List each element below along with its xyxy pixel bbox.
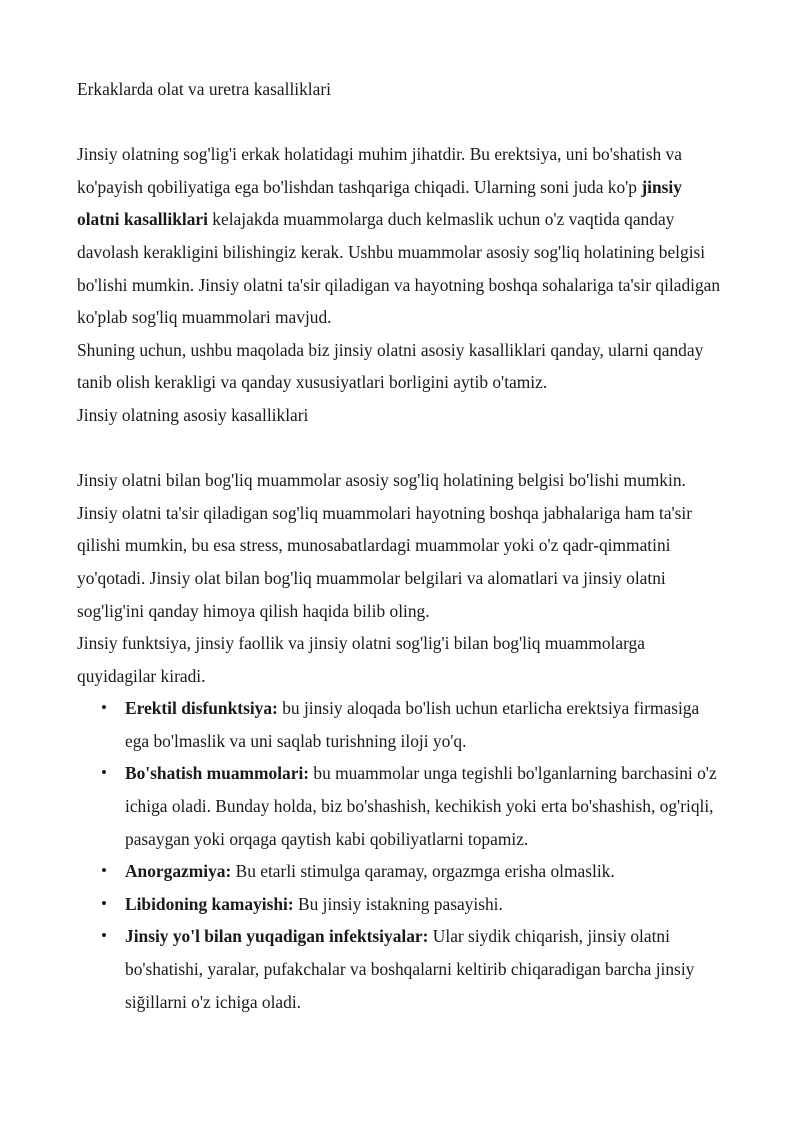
list-item [125, 888, 727, 921]
list-item-term: Bo'shatish muammolari: [125, 763, 310, 784]
problem-list [77, 692, 727, 1018]
intro-paragraph [77, 138, 727, 334]
list-item-text: Bu jinsiy istakning pasayishi. [293, 893, 503, 914]
list-item-text: bu muammolar unga tegishli bo'lganlarning barchasini o'z ichiga oladi. Bunday holda, biz bo'shashish, kechikish yoki erta bo'shashish, og'riqli, pasaygan yoki orqaga qaytish kabi qobiliyatlarni topamiz. [125, 763, 717, 849]
body-paragraph-3: Jinsiy olatni bilan bog'liq muammolar asosiy sog'liq holatining belgisi bo'lishi mumkin. Jinsiy olatni ta'sir qiladigan sog'liq muammolari hayotning boshqa jabhalariga ham ta'sir qilishi mumkin, bu esa stress, munosabatlardagi muammolar yoki o'z qadr-qimmatini yo'qotadi. Jinsiy olat bilan bog'liq muammolar belgilari va alomatlari va jinsiy olatni sog'lig'ini qanday himoya qilish haqida bilib oling. [77, 470, 693, 621]
list-item-term: Anorgazmiya: [125, 861, 232, 882]
list-item-text: Bu etarli stimulga qaramay, orgazmga erisha olmaslik. [231, 861, 615, 882]
list-item-text: bu jinsiy aloqada bo'lish uchun etarlicha erektsiya firmasiga ega bo'lmaslik va uni saqlab turishning iloji yo'q. [125, 698, 700, 751]
list-item-term: Libidoning kamayishi: [125, 893, 294, 914]
list-item [125, 855, 727, 888]
intro-paragraph-2: Shuning uchun, ushbu maqolada biz jinsiy olatni asosiy kasalliklari qanday, ularni qanday tanib olish kerakligi va qanday xususiyatlari borligini aytib o'tamiz. [77, 339, 704, 393]
list-item-term: Erektil disfunktsiya: [125, 698, 278, 719]
document-page [77, 73, 727, 1018]
document-title: Erkaklarda olat va uretra kasalliklari [77, 79, 331, 99]
list-item [125, 692, 727, 757]
intro-text-end: kelajakda muammolarga duch kelmaslik uchun o'z vaqtida qanday davolash kerakligini bilishingiz kerak. Ushbu muammolar asosiy sog'liq holatining belgisi bo'lishi mumkin. Jinsiy olatni ta'sir qiladigan va hayotning boshqa sohalariga ta'sir qiladigan ko'plab sog'liq muammolari mavjud. [77, 209, 721, 328]
intro-text-start: Jinsiy olatning sog'lig'i erkak holatidagi muhim jihatdir. Bu erektsiya, uni bo'shatish va ko'payish qobiliyatiga ega bo'lishdan tashqariga chiqadi. Ularning soni juda ko'p [77, 144, 682, 197]
intro-bold-phrase: jinsiy olatni kasalliklari [77, 176, 682, 230]
body-paragraph-4: Jinsiy funktsiya, jinsiy faollik va jinsiy olatni sog'lig'i bilan bog'liq muammolarga quyidagilar kiradi. [77, 633, 645, 686]
spacer [77, 432, 727, 465]
list-item [125, 757, 727, 855]
spacer [77, 106, 727, 139]
section-subheading: Jinsiy olatning asosiy kasalliklari [77, 404, 309, 425]
list-item-term: Jinsiy yo'l bilan yuqadigan infektsiyalar: [125, 926, 429, 947]
list-item-text: Ular siydik chiqarish, jinsiy olatni bo'shatishi, yaralar, pufakchalar va boshqalarni keltirib chiqaradigan barcha jinsiy siğillarni o'z ichiga oladi. [125, 926, 695, 1012]
list-item [125, 920, 727, 1018]
